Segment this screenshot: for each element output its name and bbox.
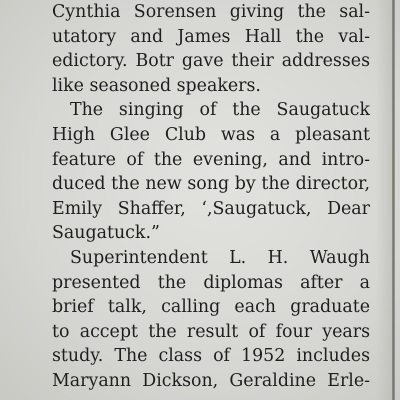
page-edge-shadow bbox=[376, 0, 392, 400]
article-line: High Glee Club was a pleasant bbox=[52, 124, 370, 145]
article-line: brief talk, calling each graduate bbox=[52, 297, 370, 318]
article-line: study. The class of 1952 includes bbox=[52, 346, 370, 367]
article-line: Emily Shaffer, ‘,Saugatuck, Dear bbox=[52, 198, 370, 219]
article-line: feature of the evening, and intro- bbox=[52, 149, 370, 170]
article-line: edictory. Botr gave their addresses bbox=[52, 51, 370, 72]
article-line: utatory and James Hall the val- bbox=[52, 26, 370, 47]
article-line: like seasoned speakers. bbox=[52, 75, 261, 96]
article-line: Maryann Dickson, Geraldine Erle- bbox=[52, 370, 370, 391]
article-line: The singing of the Saugatuck bbox=[70, 100, 370, 121]
article-line: Cynthia Sorensen giving the sal- bbox=[52, 2, 370, 22]
article-line: Saugatuck.” bbox=[52, 223, 160, 244]
article-column bbox=[52, 0, 370, 394]
article-line: duced the new song by the director, bbox=[52, 174, 370, 195]
article-line: presented the diplomas after a bbox=[52, 272, 370, 293]
column-rule bbox=[392, 0, 395, 400]
article-line: to accept the result of four years bbox=[52, 321, 370, 342]
article-line: Superintendent L. H. Waugh bbox=[70, 247, 370, 268]
